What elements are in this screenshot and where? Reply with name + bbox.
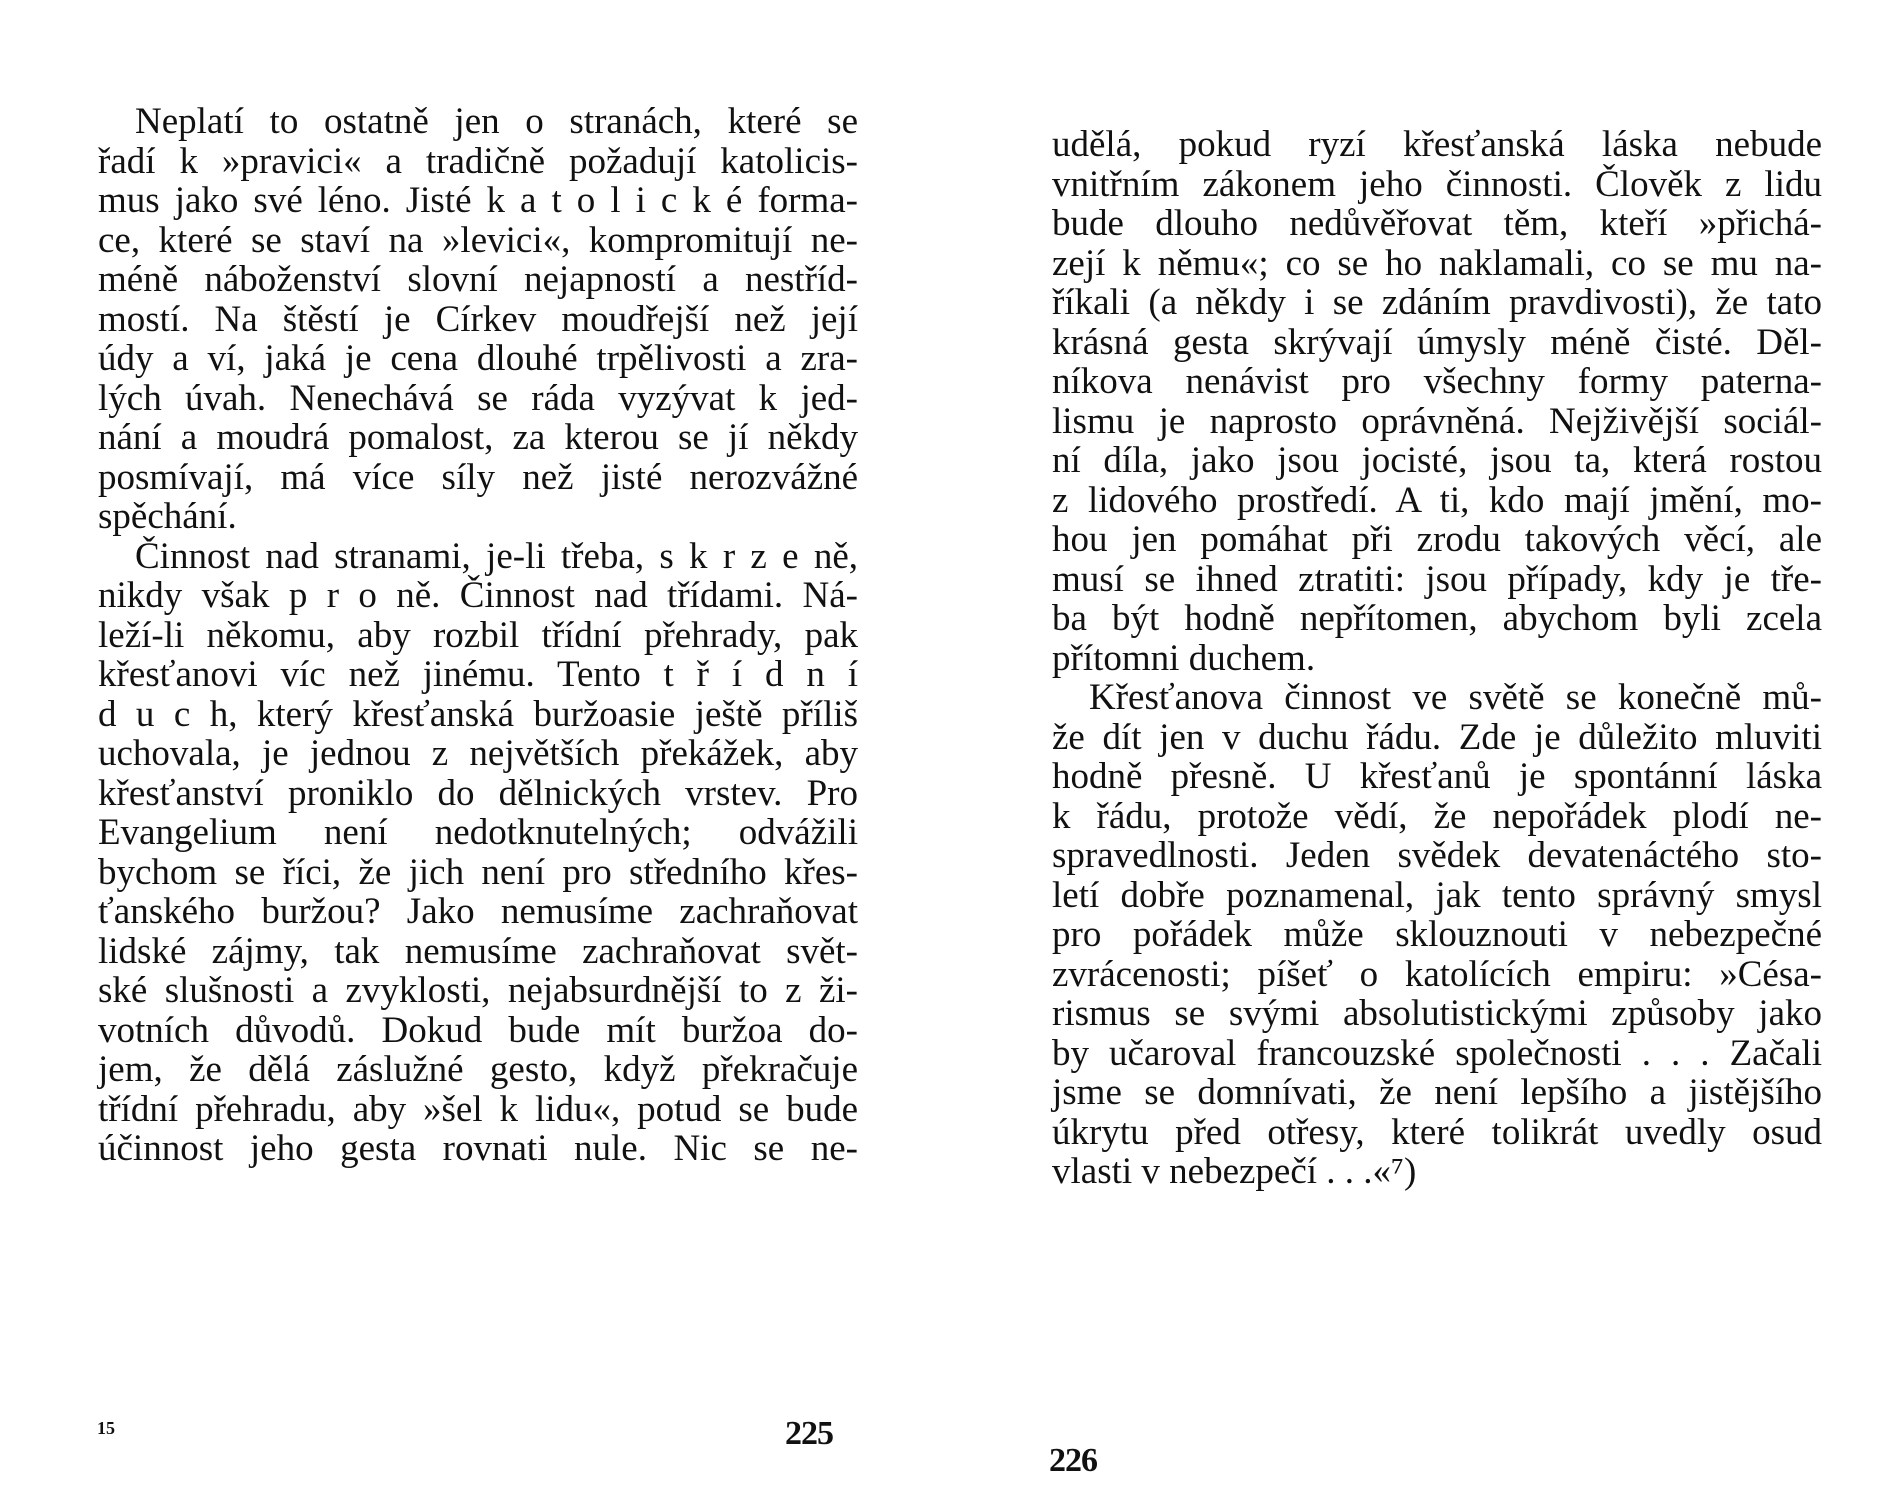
text-line: by učaroval francouzské společnosti . . . Začali bbox=[1052, 1032, 1822, 1074]
text-line: vlasti v nebezpečí . . .«⁷) bbox=[1052, 1151, 1417, 1192]
text-line: d u c h, který křesťanská buržoasie ještě příliš bbox=[98, 693, 858, 735]
text-line: účinnost jeho gesta rovnati nule. Nic se ne- bbox=[98, 1128, 858, 1169]
text-line: krásná gesta skrývají úmysly méně čisté. Děl- bbox=[1052, 321, 1822, 363]
text-line: vnitřním zákonem jeho činnosti. Člověk z lidu bbox=[1052, 163, 1822, 205]
text-line: leží-li někomu, aby rozbil třídní přehrady, pak bbox=[98, 614, 858, 656]
text-line: mus jako své léno. Jisté k a t o l i c k é forma- bbox=[98, 180, 858, 221]
text-line: ské slušnosti a zvyklosti, nejabsurdnější to z ži- bbox=[98, 970, 858, 1011]
text-line: Křesťanova činnost ve světě se konečně mů- bbox=[1089, 677, 1822, 718]
text-line: Činnost nad stranami, je-li třeba, s k r z e ně, bbox=[135, 535, 858, 577]
text-line: k řádu, protože vědí, že nepořádek plodí ne- bbox=[1052, 795, 1822, 837]
text-line: méně náboženství slovní nejapností a nestříd- bbox=[98, 259, 858, 300]
text-line: musí se ihned ztratiti: jsou případy, kdy je tře- bbox=[1052, 558, 1822, 600]
text-line: lých úvah. Nenechává se ráda vyzývat k jed- bbox=[98, 377, 858, 419]
text-line: ba být hodně nepřítomen, abychom byli zcela bbox=[1052, 598, 1822, 639]
page-number: 226 bbox=[1049, 1442, 1097, 1479]
page-number: 225 bbox=[785, 1415, 833, 1452]
text-line: bude dlouho nedůvěřovat těm, kteří »přichá- bbox=[1052, 203, 1822, 244]
text-line: níkova nenávist pro všechny formy paterna- bbox=[1052, 361, 1822, 402]
text-line: Evangelium není nedotknutelných; odvážili bbox=[98, 812, 858, 853]
text-line: lidské zájmy, tak nemusíme zachraňovat svět- bbox=[98, 930, 858, 972]
text-line: spěchání. bbox=[98, 496, 237, 537]
text-line: bychom se říci, že jich není pro středního křes- bbox=[98, 851, 858, 893]
text-line: posmívají, má více síly než jisté nerozvážné bbox=[98, 456, 858, 498]
text-line: spravedlnosti. Jeden svědek devatenáctého sto- bbox=[1052, 835, 1822, 876]
text-line: uchovala, je jednou z největších překážek, aby bbox=[98, 733, 858, 774]
text-line: nikdy však p r o ně. Činnost nad třídami. Ná- bbox=[98, 575, 858, 616]
text-line: zvrácenosti; píšeť o katolících empiru: »Césa- bbox=[1052, 953, 1822, 995]
text-line: mostí. Na štěstí je Církev moudřejší než její bbox=[98, 298, 858, 340]
text-line: rismus se svými absolutistickými způsoby jako bbox=[1052, 993, 1822, 1034]
text-line: jsme se domnívati, že není lepšího a jistějšího bbox=[1052, 1072, 1822, 1113]
text-line: přítomni duchem. bbox=[1052, 637, 1316, 679]
text-line: pro pořádek může sklouznouti v nebezpečné bbox=[1052, 914, 1822, 955]
right-page bbox=[949, 0, 1898, 1500]
text-line: ce, které se staví na »levici«, kompromitují ne- bbox=[98, 219, 858, 261]
text-line: křesťanovi víc než jinému. Tento t ř í d n í bbox=[98, 654, 858, 695]
left-text-column bbox=[98, 102, 858, 1169]
text-line: třídní přehradu, aby »šel k lidu«, potud se bude bbox=[98, 1088, 858, 1130]
text-line: říkali (a někdy i se zdáním pravdivosti), že tato bbox=[1052, 282, 1822, 323]
text-line: lismu je naprosto oprávněná. Nejživější sociál- bbox=[1052, 400, 1822, 442]
text-line: hou jen pomáhat při zrodu takových věcí, ale bbox=[1052, 519, 1822, 560]
text-line: křesťanství proniklo do dělnických vrstev. Pro bbox=[98, 772, 858, 814]
text-line: údy a ví, jaká je cena dlouhé trpělivosti a zra- bbox=[98, 338, 858, 379]
text-line: ní díla, jako jsou jocisté, jsou ta, která rostou bbox=[1052, 440, 1822, 481]
text-line: hodně přesně. U křesťanů je spontánní láska bbox=[1052, 756, 1822, 797]
text-line: udělá, pokud ryzí křesťanská láska nebude bbox=[1052, 124, 1822, 165]
text-line: že dít jen v duchu řádu. Zde je důležito mluviti bbox=[1052, 716, 1822, 758]
text-line: votních důvodů. Dokud bude mít buržoa do- bbox=[98, 1009, 858, 1051]
text-line: nání a moudrá pomalost, za kterou se jí někdy bbox=[98, 417, 858, 458]
text-line: letí dobře poznamenal, jak tento správný smysl bbox=[1052, 874, 1822, 916]
right-text-column bbox=[1052, 125, 1822, 1192]
signature-mark: 15 bbox=[97, 1418, 115, 1438]
text-line: zejí k němu«; co se ho naklamali, co se mu na- bbox=[1052, 242, 1822, 284]
text-line: ťanského buržou? Jako nemusíme zachraňovat bbox=[98, 891, 858, 932]
text-line: Neplatí to ostatně jen o stranách, které se bbox=[135, 101, 858, 142]
text-line: úkrytu před otřesy, které tolikrát uvedly osud bbox=[1052, 1111, 1822, 1153]
text-line: jem, že dělá záslužné gesto, když překračuje bbox=[98, 1049, 858, 1090]
text-line: řadí k »pravici« a tradičně požadují katolicis- bbox=[98, 140, 858, 182]
text-line: z lidového prostředí. A ti, kdo mají jmění, mo- bbox=[1052, 479, 1822, 521]
